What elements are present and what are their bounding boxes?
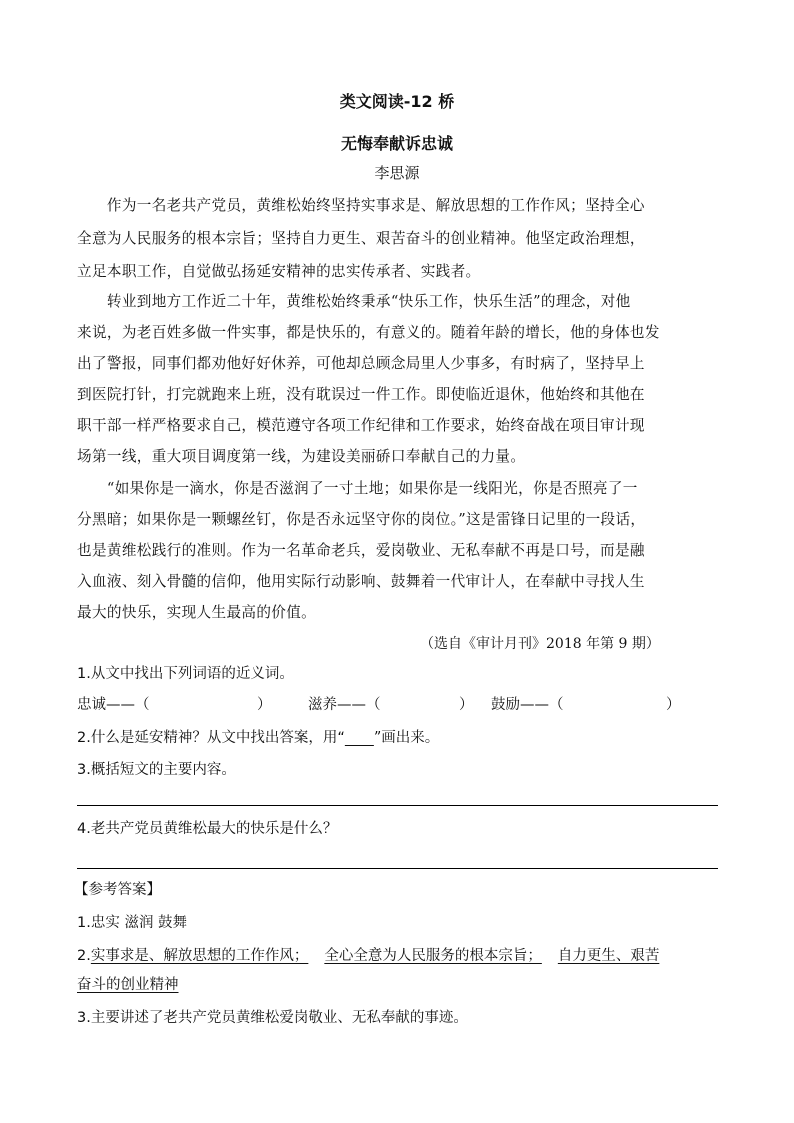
question-2-prefix: 2.什么是延安精神？从文中找出答案，用“: [77, 730, 345, 746]
blank-close-paren: ）: [666, 697, 681, 713]
answer-line-4: [77, 868, 718, 869]
question-2-suffix: ”画出来。: [373, 730, 440, 746]
underline-marker: [345, 730, 374, 746]
blank-close-paren: ）: [459, 697, 474, 713]
article-line: 全意为人民服务的根本宗旨；坚持自力更生、艰苦奋斗的创业精神。他坚定政治理想，: [77, 230, 645, 247]
answer-2-part-3: 自力更生、艰苦: [557, 948, 660, 964]
article-line: 分黑暗；如果你是一颗螺丝钉，你是否永远坚守你的岗位。”这是雷锋日记里的一段话，: [77, 511, 646, 528]
article-line: 入血液、刻入骨髓的信仰，他用实际行动影响、鼓舞着一代审计人，在奉献中寻找人生: [77, 573, 645, 590]
article-line: 场第一线，重大项目调度第一线，为建设美丽硚口奉献自己的力量。: [77, 448, 526, 465]
answer-line-3: [77, 805, 718, 806]
question-1: 1.从文中找出下列词语的近义词。: [77, 666, 294, 682]
answer-2-part-1: 实事求是、解放思想的工作作风；: [90, 948, 309, 964]
article-line: 到医院打针，打完就跑来上班，没有耽误过一件工作。即使临近退休，他始终和其他在: [77, 386, 645, 403]
article-line: 职干部一样严格要求自己，模范遵守各项工作纪律和工作要求，始终奋战在项目审计现: [77, 417, 645, 434]
answer-3: 3.主要讲述了老共产党员黄维松爱岗敬业、无私奉献的事迹。: [77, 1010, 468, 1026]
answer-1: 1.忠实 滋润 鼓舞: [77, 915, 188, 931]
article-line: 出了警报，同事们都劝他好好休养，可他却总顾念局里人少事多，有时病了，坚持早上: [77, 355, 645, 372]
answer-2: [77, 946, 659, 966]
answer-2-part-2: 全心全意为人民服务的根本宗旨；: [324, 948, 542, 964]
article-line: 也是黄维松践行的准则。作为一名革命老兵，爱岗敬业、无私奉献不再是口号，而是融: [77, 542, 645, 559]
document-title: 类文阅读-12 桥: [339, 92, 455, 111]
article-line: 作为一名老共产党员，黄维松始终坚持实事求是、解放思想的工作作风；坚持全心: [77, 197, 645, 214]
article-line: 立足本职工作，自觉做弘扬延安精神的忠实传承者、实践者。: [77, 263, 481, 280]
answer-2-prefix: 2.: [77, 948, 91, 964]
question-3: 3.概括短文的主要内容。: [77, 762, 236, 778]
blank-close-paren: ）: [257, 697, 272, 713]
article-subtitle: 无悔奉献诉忠诚: [340, 134, 453, 153]
article-source: （选自《审计月刊》2018 年第 9 期）: [420, 636, 660, 652]
question-4: 4.老共产党员黄维松最大的快乐是什么？: [77, 821, 338, 837]
blank-label-nourish: 滋养——（: [308, 697, 381, 713]
article-line: “如果你是一滴水，你是否滋润了一寸土地；如果你是一线阳光，你是否照亮了一: [77, 480, 638, 497]
blank-label-loyal: 忠诚——（: [77, 697, 150, 713]
answer-2-continuation: 奋斗的创业精神: [77, 977, 179, 993]
article-line: 来说，为老百姓多做一件实事，都是快乐的，有意义的。随着年龄的增长，他的身体也发: [77, 324, 660, 341]
article-line: 转业到地方工作近二十年，黄维松始终秉承“快乐工作，快乐生活”的理念，对他: [77, 293, 631, 310]
article-author: 李思源: [374, 164, 420, 182]
question-2: [77, 728, 439, 748]
article-line: 最大的快乐，实现人生最高的价值。: [77, 604, 317, 621]
blank-label-encourage: 鼓励——（: [491, 697, 564, 713]
answers-heading: 【参考答案】: [74, 882, 161, 898]
